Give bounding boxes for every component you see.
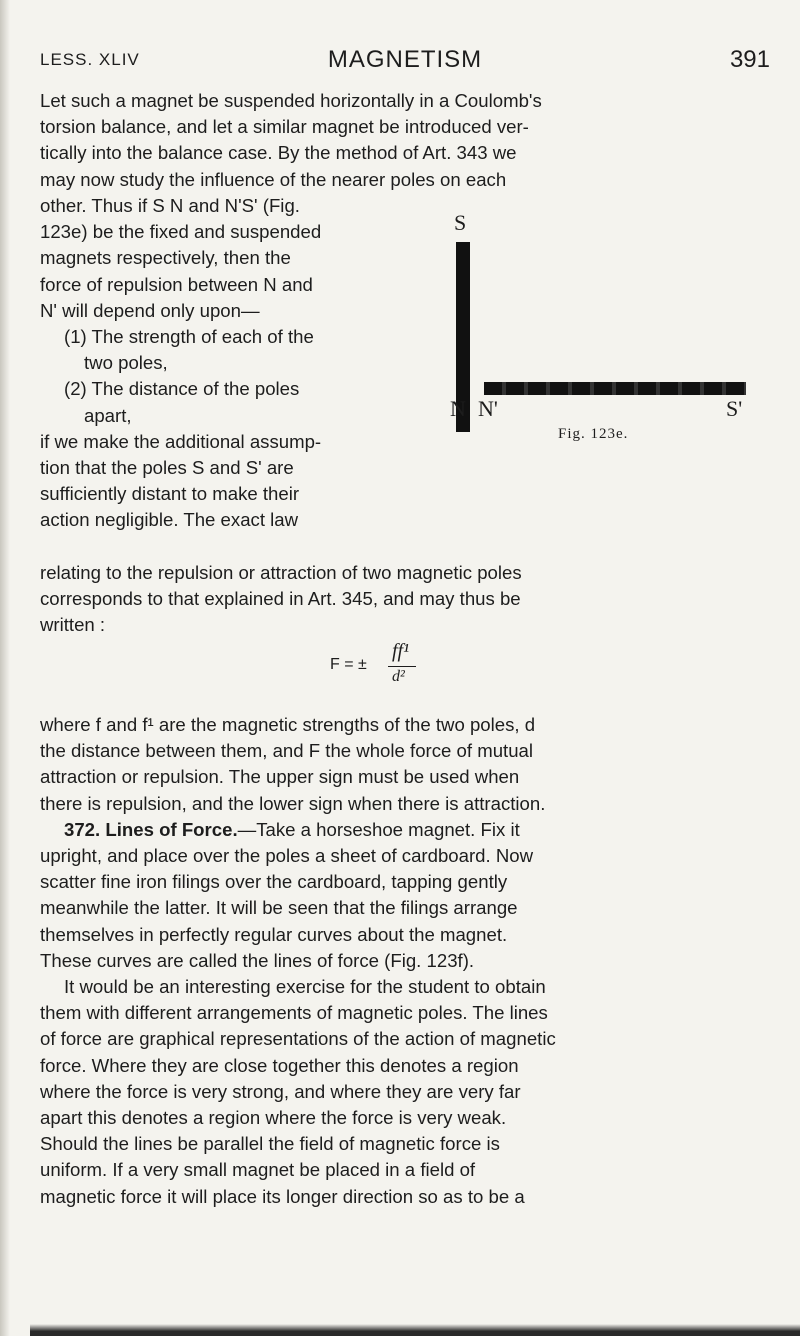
text-line: apart this denotes a region where the force is very weak. bbox=[40, 1107, 507, 1129]
label-s-prime: S' bbox=[726, 396, 743, 421]
suspended-magnet-horizontal bbox=[484, 382, 746, 395]
text-line: corresponds to that explained in Art. 345, and may thus be bbox=[40, 588, 521, 610]
text-line: N' will depend only upon— bbox=[40, 299, 260, 321]
text-line: Should the lines be parallel the field of magnetic force is bbox=[40, 1133, 500, 1155]
text-line: action negligible. The exact law bbox=[40, 509, 299, 531]
list-item-2: (2) The distance of the poles bbox=[64, 378, 300, 400]
text-line: there is repulsion, and the lower sign when there is attraction. bbox=[40, 792, 546, 814]
label-n: N bbox=[450, 396, 466, 421]
formula-denominator: d² bbox=[392, 668, 405, 685]
text-line: magnetic force it will place its longer direction so as to be a bbox=[40, 1185, 525, 1207]
text-line: tically into the balance case. By the method of Art. 343 we bbox=[40, 142, 517, 164]
text-line: magnets respectively, then the bbox=[40, 247, 291, 269]
text-line: relating to the repulsion or attraction of two magnetic poles bbox=[40, 562, 522, 583]
figure-123e bbox=[410, 210, 790, 450]
text-line: sufficiently distant to make their bbox=[40, 483, 300, 505]
formula-lhs: F = ± bbox=[330, 656, 367, 673]
text-line: themselves in perfectly regular curves about the magnet. bbox=[40, 923, 508, 945]
text-line: meanwhile the latter. It will be seen that the filings arrange bbox=[40, 897, 518, 919]
text-line: 123e) be the fixed and suspended bbox=[40, 221, 322, 243]
text-line: force of repulsion between N and bbox=[40, 273, 313, 295]
section-372-first-line bbox=[40, 817, 770, 843]
text-line: uniform. If a very small magnet be placed in a field of bbox=[40, 1159, 476, 1181]
section-number: 372. bbox=[64, 818, 101, 840]
lesson-number: LESS. XLIV bbox=[40, 50, 140, 69]
text-line: upright, and place over the poles a sheet of cardboard. Now bbox=[40, 845, 534, 867]
text-line: if we make the additional assump- bbox=[40, 430, 322, 452]
text-line: written : bbox=[40, 614, 106, 636]
text-line: force. Where they are close together this denotes a region bbox=[40, 1054, 519, 1076]
section-text: —Take a horseshoe magnet. Fix it bbox=[237, 818, 520, 840]
paragraph-1-continued bbox=[40, 193, 375, 534]
text-line: scatter fine iron filings over the cardboard, tapping gently bbox=[40, 871, 508, 893]
chapter-title: MAGNETISM bbox=[327, 46, 483, 73]
text-line: attraction or repulsion. The upper sign must be used when bbox=[40, 766, 520, 788]
running-header bbox=[40, 46, 770, 76]
text-line: them with different arrangements of magnetic poles. The lines bbox=[40, 1002, 548, 1024]
page-gutter-shadow bbox=[0, 0, 10, 1336]
text-line: tion that the poles S and S' are bbox=[40, 457, 294, 479]
text-line: torsion balance, and let a similar magnet be introduced ver- bbox=[40, 116, 529, 138]
text-line: where the force is very strong, and where they are very far bbox=[40, 1080, 521, 1102]
text-line: other. Thus if S N and N'S' (Fig. bbox=[40, 195, 300, 216]
force-formula bbox=[330, 640, 470, 696]
text-line: It would be an interesting exercise for the student to obtain bbox=[64, 976, 546, 998]
formula-numerator: ff¹ bbox=[392, 640, 410, 662]
text-line: the distance between them, and F the whole force of mutual bbox=[40, 740, 534, 762]
text-line: of force are graphical representations of the action of magnetic bbox=[40, 1028, 556, 1050]
label-n-prime: N' bbox=[478, 396, 498, 421]
paragraph-2 bbox=[40, 560, 770, 639]
paragraph-3 bbox=[40, 712, 770, 1210]
label-s: S bbox=[454, 210, 467, 235]
paragraph-1 bbox=[40, 88, 770, 193]
figure-caption: Fig. 123e. bbox=[558, 426, 629, 442]
section-heading: Lines of Force. bbox=[105, 818, 238, 840]
page-bottom-edge bbox=[30, 1324, 800, 1336]
page-number: 391 bbox=[729, 46, 770, 73]
list-item-1: (1) The strength of each of the bbox=[64, 326, 314, 348]
text-line: where f and f¹ are the magnetic strengths of the two poles, d bbox=[40, 714, 536, 735]
list-item-1-cont: two poles, bbox=[84, 352, 168, 374]
fraction-bar bbox=[388, 666, 416, 667]
list-item-2-cont: apart, bbox=[84, 404, 132, 426]
text-line: These curves are called the lines of force (Fig. 123f). bbox=[40, 949, 475, 971]
text-line: Let such a magnet be suspended horizontally in a Coulomb's bbox=[40, 90, 542, 111]
text-line: may now study the influence of the nearer poles on each bbox=[40, 168, 507, 190]
